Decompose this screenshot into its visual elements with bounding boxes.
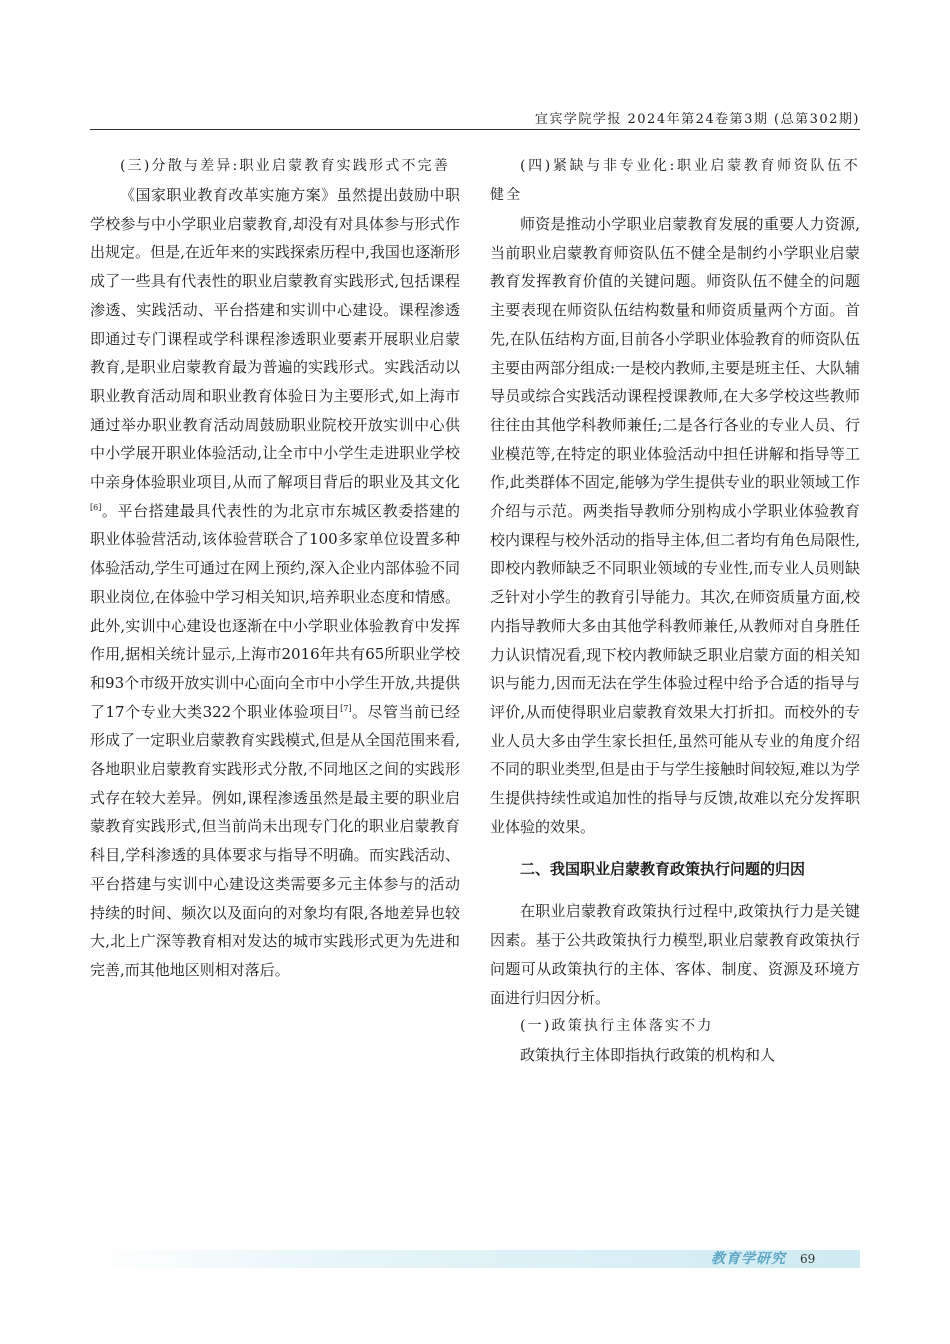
journal-title: 宜宾学院学报 2024年第24卷第3期 (总第302期): [534, 112, 860, 127]
paragraph-text-b: 。平台搭建最具代表性的为北京市东城区教委搭建的职业体验营活动,该体验营联合了100多家单位设置多种体验活动,学生可通过在网上预约,深入企业内部体验不同职业岗位,在体验中学习相关知识,培养职业态度和情感。此外,实训中心建设也逐渐在中小学职业体验教育中发挥作用,据相关统计显示,上海市2016年共有65所职业学校和93个市级开放实训中心面向全市中小学生开放,共提供了17个专业大类322个职业体验项目: [90, 501, 460, 721]
body-paragraph: [90, 181, 460, 985]
header-divider: [90, 129, 860, 130]
subsection-heading-4: (四)紧缺与非专业化:职业启蒙教育师资队伍不健全: [490, 158, 860, 203]
body-paragraph: 师资是推动小学职业启蒙教育发展的重要人力资源,当前职业启蒙教育师资队伍不健全是制约小学职业启蒙教育发挥教育价值的关键问题。师资队伍不健全的问题主要表现在师资队伍结构数量和师资质量两个方面。首先,在队伍结构方面,目前各小学职业体验教育的师资队伍主要由两部分组成:一是校内教师,主要是班主任、大队辅导员或综合实践活动课程授课教师,在大多学校这些教师往往由其他学科教师兼任;二是各行各业的专业人员、行业模范等,在特定的职业体验活动中担任讲解和指导等工作,此类群体不固定,能够为学生提供专业的职业领域工作介绍与示范。两类指导教师分别构成小学职业体验教育校内课程与校外活动的指导主体,但二者均有角色局限性,即校内教师缺乏不同职业领域的专业性,而专业人员则缺乏针对小学生的教育引导能力。其次,在师资质量方面,校内指导教师大多由其他学科教师兼任,从教师对自身胜任力认识情况看,现下校内教师缺乏职业启蒙方面的相关知识与能力,因而无法在学生体验过程中给予合适的指导与评价,从而使得职业启蒙教育效果大打折扣。而校外的专业人员大多由学生家长担任,虽然可能从专业的角度介绍不同的职业类型,但是由于与学生接触时间较短,难以为学生提供持续性或追加性的指导与反馈,故难以充分发挥职业体验的效果。: [490, 215, 860, 836]
page-number: 69: [800, 1252, 816, 1266]
body-paragraph: 政策执行主体即指执行政策的机构和人: [520, 1046, 776, 1065]
section-heading: 二、我国职业启蒙教育政策执行问题的归因: [520, 860, 806, 879]
body-paragraph: 在职业启蒙教育政策执行过程中,政策执行力是关键因素。基于公共政策执行力模型,职业启蒙教育政策执行问题可从政策执行的主体、客体、制度、资源及环境方面进行归因分析。: [490, 902, 860, 1007]
running-header: [90, 108, 860, 130]
right-column: [490, 152, 860, 1070]
left-column: [90, 152, 460, 985]
subsection-heading-3: (三)分散与差异:职业启蒙教育实践形式不完善: [120, 158, 451, 174]
subsection-heading-1: (一)政策执行主体落实不力: [520, 1018, 714, 1035]
footer-brand-logo: 教育学研究: [711, 1251, 786, 1267]
paragraph-text-c: 。尽管当前已经形成了一定职业启蒙教育实践模式,但是从全国范围来看,各地职业启蒙教育实践形式分散,不同地区之间的实践形式存在较大差异。例如,课程渗透虽然是最主要的职业启蒙教育实践形式,但当前尚未出现专门化的职业启蒙教育科目,学科渗透的具体要求与指导不明确。而实践活动、平台搭建与实训中心建设这类需要多元主体参与的活动持续的时间、频次以及面向的对象均有限,各地差异也较大,北上广深等教育相对发达的城市实践形式更为先进和完善,而其他地区则相对落后。: [90, 702, 460, 979]
paragraph-text-a: 《国家职业教育改革实施方案》虽然提出鼓励中职学校参与中小学职业启蒙教育,却没有对具体参与形式作出规定。但是,在近年来的实践探索历程中,我国也逐渐形成了一些具有代表性的职业启蒙教育实践形式,包括课程渗透、实践活动、平台搭建和实训中心建设。课程渗透即通过专门课程或学科课程渗透职业要素开展职业启蒙教育,是职业启蒙教育最为普遍的实践形式。实践活动以职业教育活动周和职业教育体验日为主要形式,如上海市通过举办职业教育活动周鼓励职业院校开放实训中心供中小学展开职业体验活动,让全市中小学生走进职业学校中亲身体验职业项目,从而了解项目背后的职业及其文化: [90, 186, 460, 492]
citation-ref: [7]: [340, 703, 352, 713]
citation-ref: [6]: [90, 502, 102, 512]
